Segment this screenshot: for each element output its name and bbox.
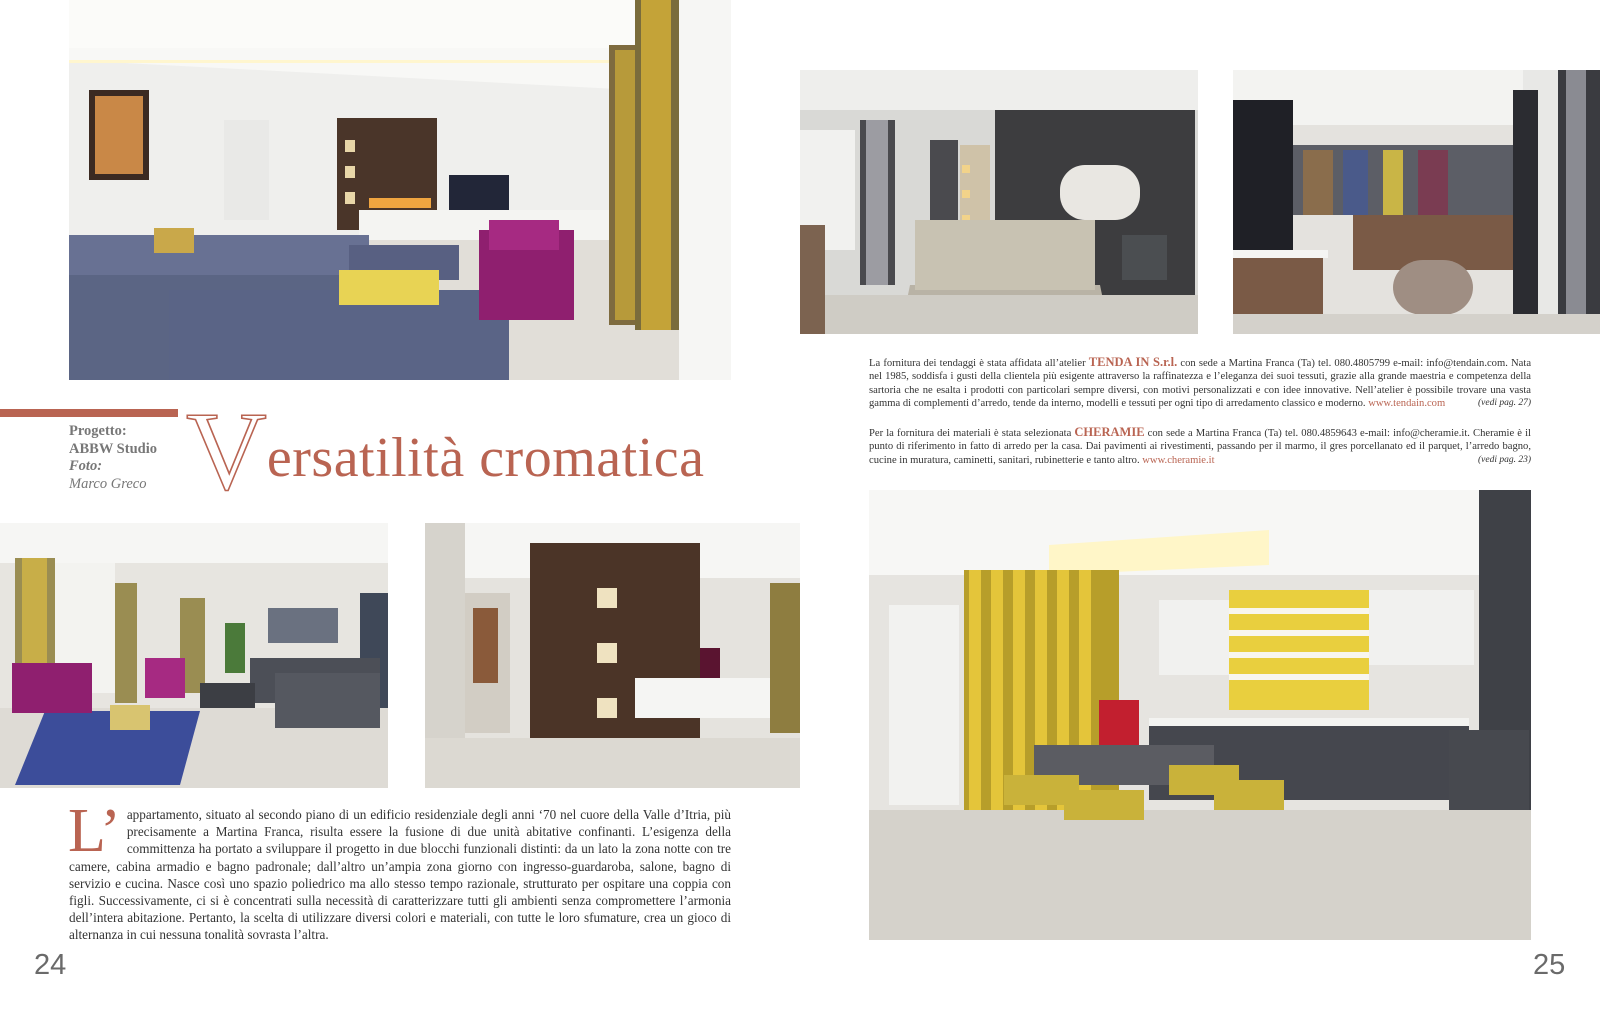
article-body-text: appartamento, situato al secondo piano di un edificio residenziale degli anni ‘70 nel cuore della Valle d’Itria, più precisamente a Martina Franca, risulta essere la fusione di due unità abitative confinanti. L’esigenza della committenza ha portato a sviluppare il progetto in due blocchi funzionali distinti: da un lato la zona notte con tre camere, cabina armadio e bagno padronale; dall’altro un’ampia zona giorno con ingresso-guardaroba, salone, bagno di servizio e cucina. Nasce così uno spazio poliedrico ma allo stesso tempo razionale, strutturato per ospitare una coppia con figli. Successivamente, ci si è concentrati sulla necessità di caratterizzare tutti gli ambienti senza compromettere l’armonia dell’intera abitazione. Pertanto, la scelta di utilizzare diversi colori e materiali, con tutte le loro sfumature, crea un gioco di alternanza in cui nessuna tonalità sovrasta l’altra. [69,807,731,943]
tenda-page-ref: (vedi pag. 27) [1477,398,1531,409]
tenda-brand: TENDA IN S.r.l. [1088,355,1178,369]
photo-value: Marco Greco [69,475,147,492]
project-value: ABBW Studio [69,440,157,457]
title-initial: V [186,390,267,514]
photo-living-room-2 [0,523,388,788]
title-rest: ersatilità cromatica [266,427,705,489]
article-title [186,390,705,514]
cheramie-link[interactable]: www.cheramie.it [1142,454,1215,466]
cheramie-text: con sede a Martina Franca (Ta) tel. 080.4859643 e-mail: info@cheramie.it. Cheramie è il punto di riferimento in fatto di arredo per la casa. Dai pavimenti ai rivestimenti, passando per il marmo, il gres porcellanato ed il parquet, l’arredo bagno, cucine in muratura, caminetti, sanitari, rubinetterie e tanto altro. [869,428,1531,466]
tenda-intro: La fornitura dei tendaggi è stata affidata all’atelier [869,358,1086,369]
photo-fireplace-wall [425,523,800,788]
tenda-text: con sede a Martina Franca (Ta) tel. 080.4805799 e-mail: info@tendain.com. Nata nel 1985, soddisfa i gusti della clientela più esigente attraverso la raffinatezza e l’eleganza dei suoi tessuti, grazie alla grande maestria e competenza della sartoria che ne esalta i prodotti con particolari sempre diversi, con motivi personalizzati e con idee innovative. Nell’atelier è possibile trovare una vasta gamma di complementi d’arredo, tende da interno, modelli e tessuti per ogni tipo di arredamento classico e moderno. [869,358,1532,410]
info-cheramie [869,426,1531,467]
drop-cap: L’ [68,797,121,865]
photo-walk-in-closet [1233,70,1600,334]
photo-kitchen [869,490,1531,940]
page-number-right: 25 [1533,949,1566,981]
photo-label: Foto: [69,458,103,474]
photo-bedroom [800,70,1198,334]
info-tenda [869,356,1531,411]
article-body [68,797,731,944]
cheramie-brand: CHERAMIE [1074,425,1145,439]
page-number-left: 24 [34,949,67,981]
cheramie-page-ref: (vedi pag. 23) [1477,454,1531,465]
photo-living-room [69,0,731,380]
project-label: Progetto: [69,423,127,439]
credits-block [69,423,157,493]
cheramie-intro: Per la fornitura dei materiali è stata selezionata [869,428,1072,439]
accent-rule [0,409,178,417]
tenda-link[interactable]: www.tendain.com [1368,398,1446,410]
